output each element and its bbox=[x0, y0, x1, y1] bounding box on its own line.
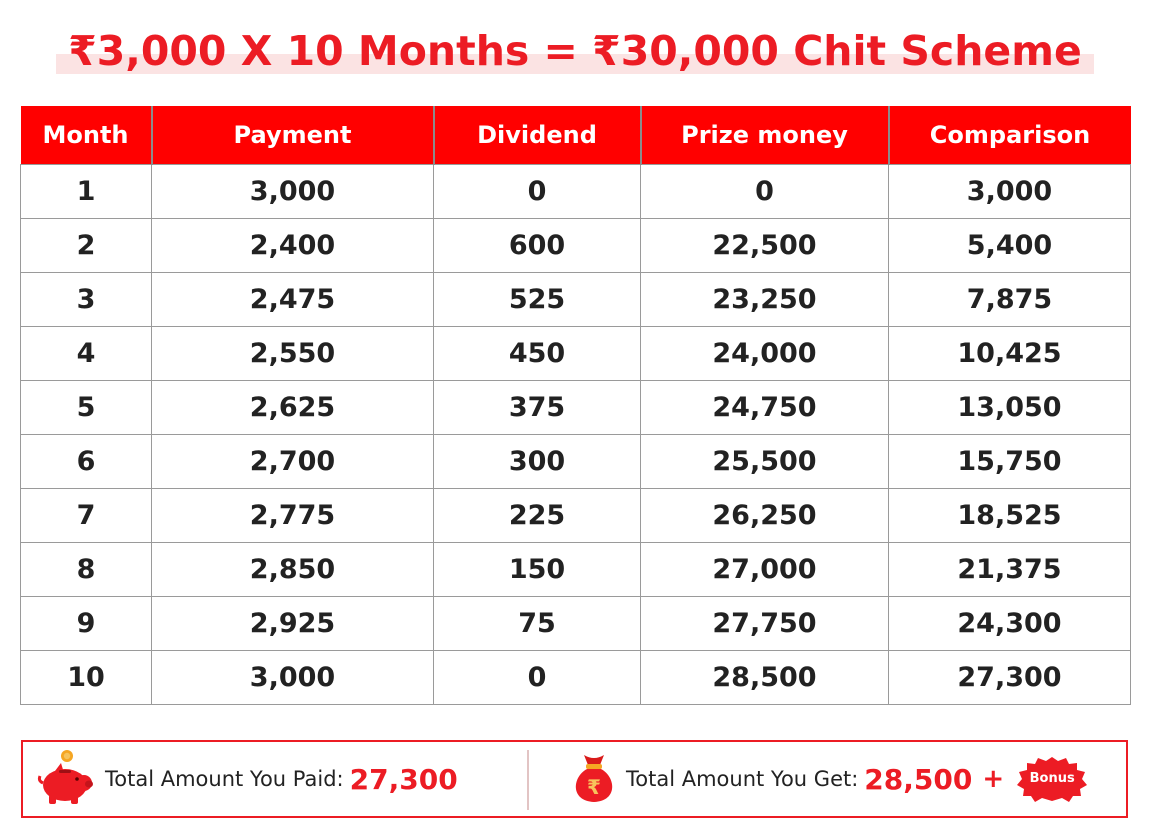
cell-dividend: 225 bbox=[434, 489, 641, 543]
summary-divider bbox=[527, 750, 529, 810]
cell-month: 7 bbox=[21, 489, 152, 543]
cell-prize-money: 24,750 bbox=[641, 381, 889, 435]
cell-payment: 2,700 bbox=[152, 435, 434, 489]
table-row bbox=[21, 381, 1131, 435]
cell-payment: 3,000 bbox=[152, 165, 434, 219]
plus-sign: + bbox=[982, 764, 1005, 794]
total-paid-value: 27,300 bbox=[349, 762, 458, 796]
total-get bbox=[568, 742, 1090, 816]
cell-month: 9 bbox=[21, 597, 152, 651]
table-header-row bbox=[21, 106, 1131, 165]
cell-month: 4 bbox=[21, 327, 152, 381]
total-paid bbox=[37, 742, 458, 816]
svg-text:₹: ₹ bbox=[587, 775, 601, 799]
page-title bbox=[56, 22, 1094, 80]
header-prize-money: Prize money bbox=[641, 106, 889, 165]
cell-dividend: 300 bbox=[434, 435, 641, 489]
cell-prize-money: 0 bbox=[641, 165, 889, 219]
cell-month: 3 bbox=[21, 273, 152, 327]
piggy-bank-icon bbox=[37, 747, 99, 811]
cell-prize-money: 23,250 bbox=[641, 273, 889, 327]
cell-dividend: 0 bbox=[434, 651, 641, 705]
bonus-badge-icon bbox=[1014, 755, 1090, 803]
cell-comparison: 27,300 bbox=[889, 651, 1131, 705]
cell-month: 8 bbox=[21, 543, 152, 597]
total-get-value: 28,500 bbox=[864, 762, 973, 796]
cell-month: 5 bbox=[21, 381, 152, 435]
cell-payment: 2,550 bbox=[152, 327, 434, 381]
bonus-label: Bonus bbox=[1029, 771, 1075, 786]
table-row bbox=[21, 543, 1131, 597]
summary-box bbox=[21, 740, 1128, 818]
cell-payment: 2,400 bbox=[152, 219, 434, 273]
cell-dividend: 375 bbox=[434, 381, 641, 435]
title-wrap bbox=[0, 22, 1150, 80]
table-row bbox=[21, 219, 1131, 273]
cell-dividend: 75 bbox=[434, 597, 641, 651]
table-body bbox=[21, 165, 1131, 705]
cell-comparison: 5,400 bbox=[889, 219, 1131, 273]
table-row bbox=[21, 489, 1131, 543]
cell-payment: 2,775 bbox=[152, 489, 434, 543]
cell-payment: 2,850 bbox=[152, 543, 434, 597]
cell-month: 2 bbox=[21, 219, 152, 273]
cell-dividend: 0 bbox=[434, 165, 641, 219]
cell-prize-money: 28,500 bbox=[641, 651, 889, 705]
table-row bbox=[21, 327, 1131, 381]
cell-comparison: 13,050 bbox=[889, 381, 1131, 435]
cell-dividend: 150 bbox=[434, 543, 641, 597]
table-row bbox=[21, 651, 1131, 705]
table-row bbox=[21, 435, 1131, 489]
total-paid-label: Total Amount You Paid: bbox=[105, 767, 344, 791]
cell-prize-money: 27,750 bbox=[641, 597, 889, 651]
header-comparison: Comparison bbox=[889, 106, 1131, 165]
header-month: Month bbox=[21, 106, 152, 165]
cell-dividend: 450 bbox=[434, 327, 641, 381]
table-row bbox=[21, 165, 1131, 219]
table-row bbox=[21, 597, 1131, 651]
cell-prize-money: 26,250 bbox=[641, 489, 889, 543]
cell-dividend: 525 bbox=[434, 273, 641, 327]
cell-prize-money: 27,000 bbox=[641, 543, 889, 597]
cell-prize-money: 22,500 bbox=[641, 219, 889, 273]
cell-comparison: 10,425 bbox=[889, 327, 1131, 381]
cell-comparison: 3,000 bbox=[889, 165, 1131, 219]
cell-comparison: 7,875 bbox=[889, 273, 1131, 327]
cell-comparison: 21,375 bbox=[889, 543, 1131, 597]
header-payment: Payment bbox=[152, 106, 434, 165]
cell-comparison: 18,525 bbox=[889, 489, 1131, 543]
cell-payment: 3,000 bbox=[152, 651, 434, 705]
cell-prize-money: 24,000 bbox=[641, 327, 889, 381]
cell-month: 1 bbox=[21, 165, 152, 219]
cell-payment: 2,625 bbox=[152, 381, 434, 435]
table-row bbox=[21, 273, 1131, 327]
money-bag-icon bbox=[568, 749, 620, 809]
cell-prize-money: 25,500 bbox=[641, 435, 889, 489]
cell-month: 10 bbox=[21, 651, 152, 705]
cell-month: 6 bbox=[21, 435, 152, 489]
cell-comparison: 15,750 bbox=[889, 435, 1131, 489]
total-get-label: Total Amount You Get: bbox=[626, 767, 859, 791]
cell-dividend: 600 bbox=[434, 219, 641, 273]
page-title-text: ₹3,000 X 10 Months = ₹30,000 Chit Scheme bbox=[68, 27, 1082, 75]
header-dividend: Dividend bbox=[434, 106, 641, 165]
cell-comparison: 24,300 bbox=[889, 597, 1131, 651]
cell-payment: 2,475 bbox=[152, 273, 434, 327]
cell-payment: 2,925 bbox=[152, 597, 434, 651]
chit-table bbox=[20, 106, 1131, 705]
